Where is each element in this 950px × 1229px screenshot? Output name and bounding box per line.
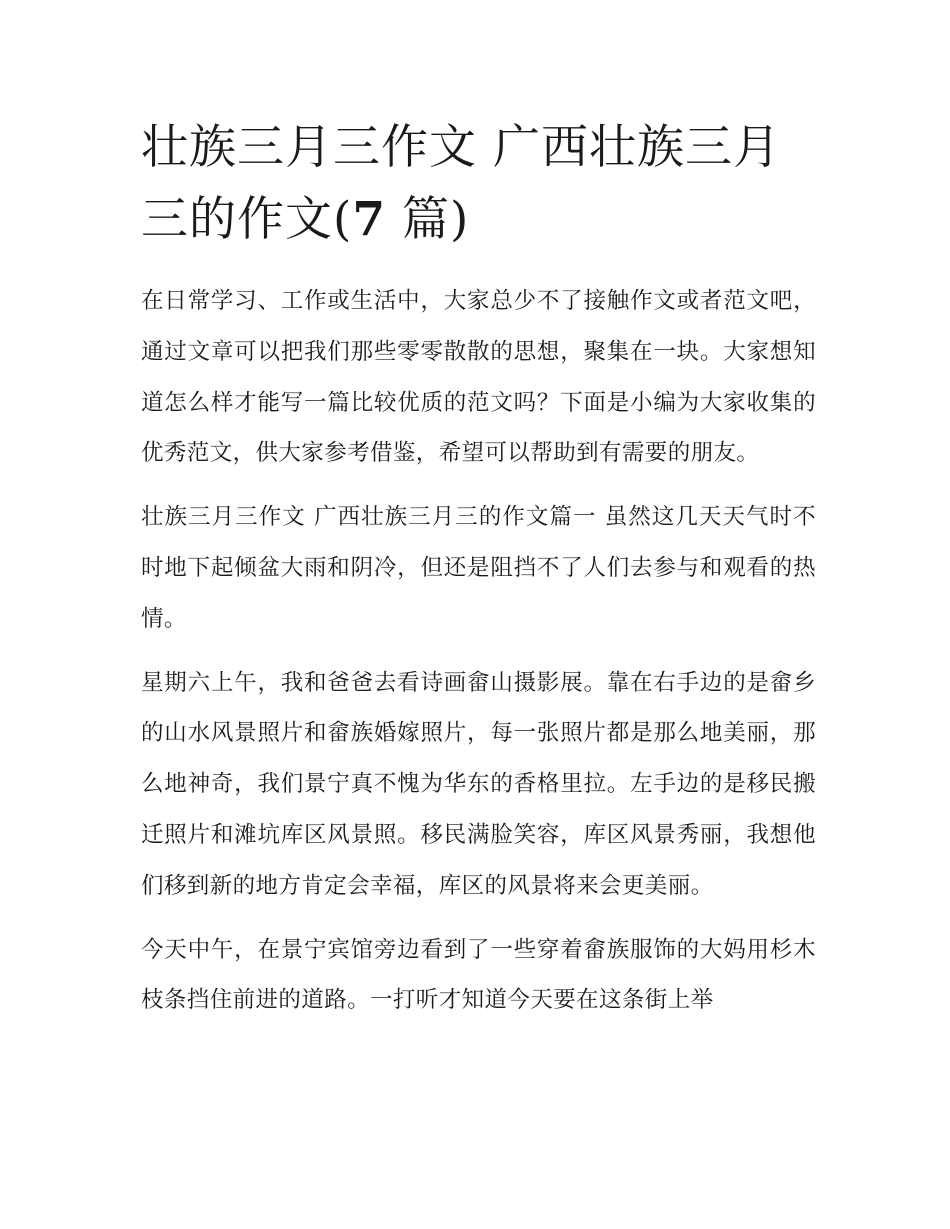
body-paragraph-1: 壮族三月三作文 广西壮族三月三的作文篇一 虽然这几天天气时不时地下起倾盆大雨和阴冷，但还是阻挡不了人们去参与和观看的热情。 bbox=[141, 504, 816, 632]
title-end-text: 篇) bbox=[386, 192, 470, 247]
intro-paragraph: 在日常学习、工作或生活中，大家总少不了接触作文或者范文吧，通过文章可以把我们那些零零散散的思想，聚集在一块。大家想知道怎么样才能写一篇比较优质的范文吗？下面是小编为大家收集的优秀范文，供大家参考借鉴，希望可以帮助到有需要的朋友。 bbox=[141, 288, 816, 467]
title-main-text: 壮族三月三作文 广西壮族三月三的作文( bbox=[141, 120, 781, 247]
document-title bbox=[141, 112, 816, 256]
document-content bbox=[141, 112, 816, 1026]
body-paragraph-3: 今天中午，在景宁宾馆旁边看到了一些穿着畲族服饰的大妈用杉木枝条挡住前进的道路。一打听才知道今天要在这条街上举 bbox=[141, 936, 816, 1014]
title-count: 7 bbox=[352, 192, 387, 247]
body-paragraph-2: 星期六上午，我和爸爸去看诗画畲山摄影展。靠在右手边的是畲乡的山水风景照片和畲族婚嫁照片，每一张照片都是那么地美丽，那么地神奇，我们景宁真不愧为华东的香格里拉。左手边的是移民搬迁照片和滩坑库区风景照。移民满脸笑容，库区风景秀丽，我想他们移到新的地方肯定会幸福，库区的风景将来会更美丽。 bbox=[141, 669, 816, 899]
